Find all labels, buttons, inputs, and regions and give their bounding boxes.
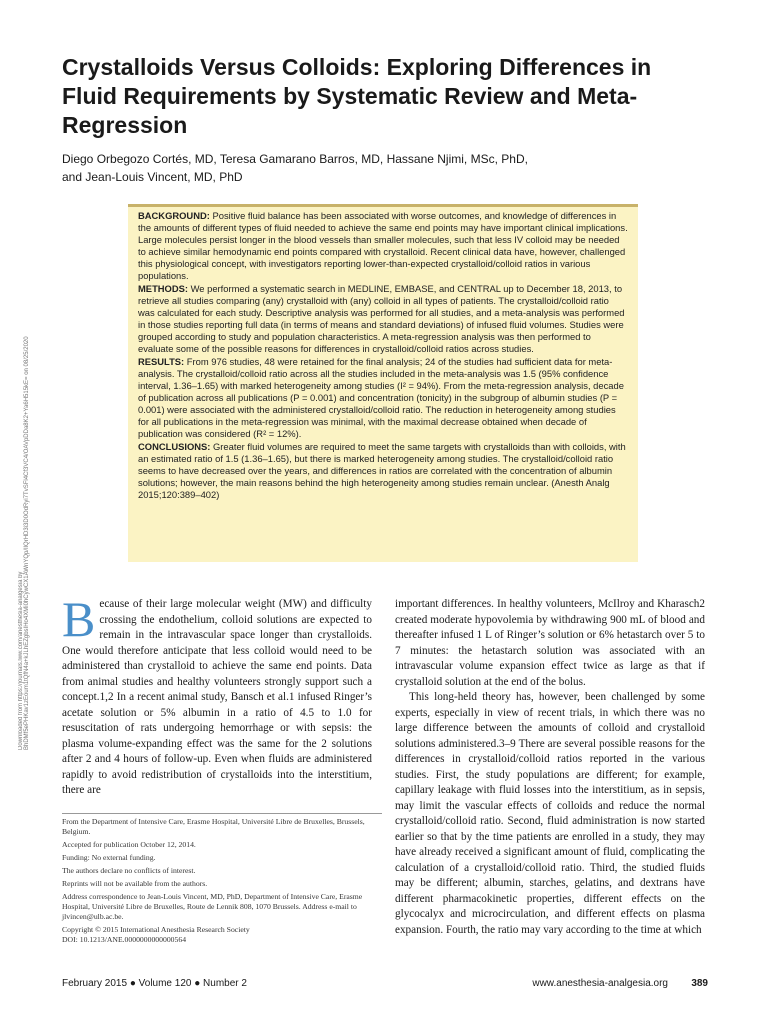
body-column-left — [62, 591, 372, 807]
issue-info: February 2015 ● Volume 120 ● Number 2 — [62, 978, 247, 989]
article-title: Crystalloids Versus Colloids: Exploring Differences in Fluid Requirements by Systematic Review and Meta-Regression — [62, 54, 652, 138]
footnote-funding: Funding: No external funding. — [62, 853, 156, 862]
conclusions-text: Greater fluid volumes are required to meet the same targets with crystalloids than with colloids, with an estimated ratio of 1.5 (1.36–1.65), but there is marked heterogeneity among studies. The crystalloid/colloid ratio seems to have decreased over the years, and differences in ratios are correlated with the concentration of albumin solutions; however, the main reasons behind the high heterogeneity among studies remain unclear. (Anesth Analg 2015;120:389–402) — [138, 441, 626, 500]
footnote-address: Address correspondence to Jean-Louis Vincent, MD, PhD, Department of Intensive Care, Erasme Hospital, Université Libre de Bruxelles, Route de Lennik 808, 1070 Brussels. Address e-mail to jlvincen@ulb.ac.be. — [62, 892, 363, 921]
footnote-accepted: Accepted for publication October 12, 2014. — [62, 840, 196, 849]
intro-text: ecause of their large molecular weight (MW) and difficulty crossing the endothelium, colloid solutions are expected to remain in the intravascular space longer than crystalloids. One would therefore anticipate that less colloid would need to be administered than crystalloid to achieve the same end points. Data from animal studies and healthy volunteers strongly support such a concept.1,2 In a recent animal study, Bansch et al.1 infused Ringer’s acetate solution or 5% albumin in a ratio of 4.5 to 1.0 for resuscitation of rats undergoing hemorrhage or with sepsis: the plasma volume-expanding effect was the same for the 2 solutions after 2 and 4 hours of follow-up. Even when fluids are administered rapidly to avoid redistribution of crystalloids into the interstitium, there are — [62, 598, 372, 796]
abstract-methods — [138, 283, 628, 355]
conclusions-label: CONCLUSIONS: — [138, 441, 211, 452]
body-paragraph: important differences. In healthy volunteers, McIlroy and Kharasch2 created moderate hypovolemia by withdrawing 900 mL of blood and thereafter infused 1 L of Ringer’s solution or 6% hetastarch over 5 to 7 minutes: the hetastarch solution was associated with an intravascular volume expansion effect twice as large as that if crystalloid solution at the end of the bolus. — [395, 598, 705, 688]
abstract-results — [138, 356, 628, 440]
download-watermark: Downloaded from https://journals.lww.com/anesthesia-analgesia by BhDMf5ePHKav1zEoum1tQfN4a+kJLhEZgbsIHo4XMi0hCywCX1AWnYQp/IlQrHD3i3D0OdRyi7TvSFl4Cf3VC4/OAVpDDa8K2+Ya6H515kE= on 08/25/2020 — [18, 336, 30, 750]
results-text: From 976 studies, 48 were retained for the final analysis; 24 of the studies had sufficient data for meta-analysis. The crystalloid/colloid ratio across all the studies included in the meta-analysis was 1.5 (95% confidence interval, 1.36–1.65) with marked heterogeneity among studies (I² = 94%). From the meta-regression analysis, decade of publication across all publications (P = 0.001) and concentration (tonicity) in the subgroup of albumin studies (P = 0.001) were associated with the administered crystalloid/colloid ratio. The reduction in heterogeneity among studies for all publications in the meta-regression was minimal, with the maximal decrease obtained when decade of publication was considered (R² = 12%). — [138, 356, 624, 439]
background-label: BACKGROUND: — [138, 210, 210, 221]
methods-text: We performed a systematic search in MEDLINE, EMBASE, and CENTRAL up to December 18, 2013, to retrieve all studies comparing (any) crystalloid with (any) colloid in all types of patients. The crystalloid/colloid ratio was calculated for each study. Descriptive analysis was performed for all studies, and a meta-analysis was performed in those studies reporting full data (in terms of means and standard deviations) of infused fluid volumes. Studies were grouped according to study and population characteristics. A meta-regression analysis was then performed to evaluate some of the possible reasons for differences in crystalloid/colloid ratios across studies. — [138, 283, 625, 354]
footnotes — [62, 817, 380, 957]
journal-url[interactable]: www.anesthesia-analgesia.org — [532, 978, 668, 989]
drop-cap: B — [62, 591, 96, 647]
author-line: and Jean-Louis Vincent, MD, PhD — [62, 170, 243, 184]
footnote-doi: DOI: 10.1213/ANE.0000000000000564 — [62, 935, 187, 944]
footnote-conflicts: The authors declare no conflicts of interest. — [62, 866, 196, 875]
body-paragraph: This long-held theory has, however, been challenged by some experts, especially in view of recent trials, in which there was no large difference between the amounts of colloid and crystalloid solutions administered.3–9 There are several possible reasons for the differences in crystalloid/colloid ratios reported in the various studies. First, the study populations are different; for example, capillary leakage with fluid losses into the interstitium, as in sepsis, may limit the vascular effects of colloids and reduce the normal crystalloid/colloid ratio. Second, fluid administration is now started earlier so that by the time patients are enrolled in a study, they may have already received a significant amount of fluid, complicating the calculation of a crystalloid/colloid ratio. Third, the studied fluids may be different; albumin, starches, gelatins, and dextrans have different pharmacokinetic properties, different effects on the glycocalyx and microcirculation, and different effects on plasma expansion. Fourth, the ratio may vary according to the time at which — [395, 691, 705, 936]
methods-label: METHODS: — [138, 283, 188, 294]
page-number: 389 — [691, 978, 708, 989]
footnote-divider — [62, 813, 382, 814]
background-text: Positive fluid balance has been associated with worse outcomes, and knowledge of differences in the amounts of different types of fluid needed to achieve the same end points may have important clinical implications. Large molecules persist longer in the blood vessels than smaller molecules, such that less IV colloid may be needed to achieve similar hemodynamic end points compared with crystalloid. Recent clinical data have, however, challenged this physiological concept, with investigators reporting lower-than-expected crystalloid/colloid ratios in various populations. — [138, 210, 628, 281]
footnote-reprints: Reprints will not be available from the authors. — [62, 879, 208, 888]
abstract-box — [128, 204, 638, 562]
abstract-conclusions — [138, 441, 628, 501]
abstract-background — [138, 210, 628, 282]
results-label: RESULTS: — [138, 356, 185, 367]
page-footer — [62, 978, 708, 994]
body-column-right — [395, 597, 705, 962]
intro-paragraph — [62, 591, 372, 799]
author-line: Diego Orbegozo Cortés, MD, Teresa Gamarano Barros, MD, Hassane Njimi, MSc, PhD, — [62, 152, 528, 166]
footnote-copyright: Copyright © 2015 International Anesthesia Research Society — [62, 925, 250, 934]
footnote-affiliation: From the Department of Intensive Care, Erasme Hospital, Université Libre de Bruxelles, Brussels, Belgium. — [62, 817, 365, 836]
author-list — [62, 150, 662, 186]
